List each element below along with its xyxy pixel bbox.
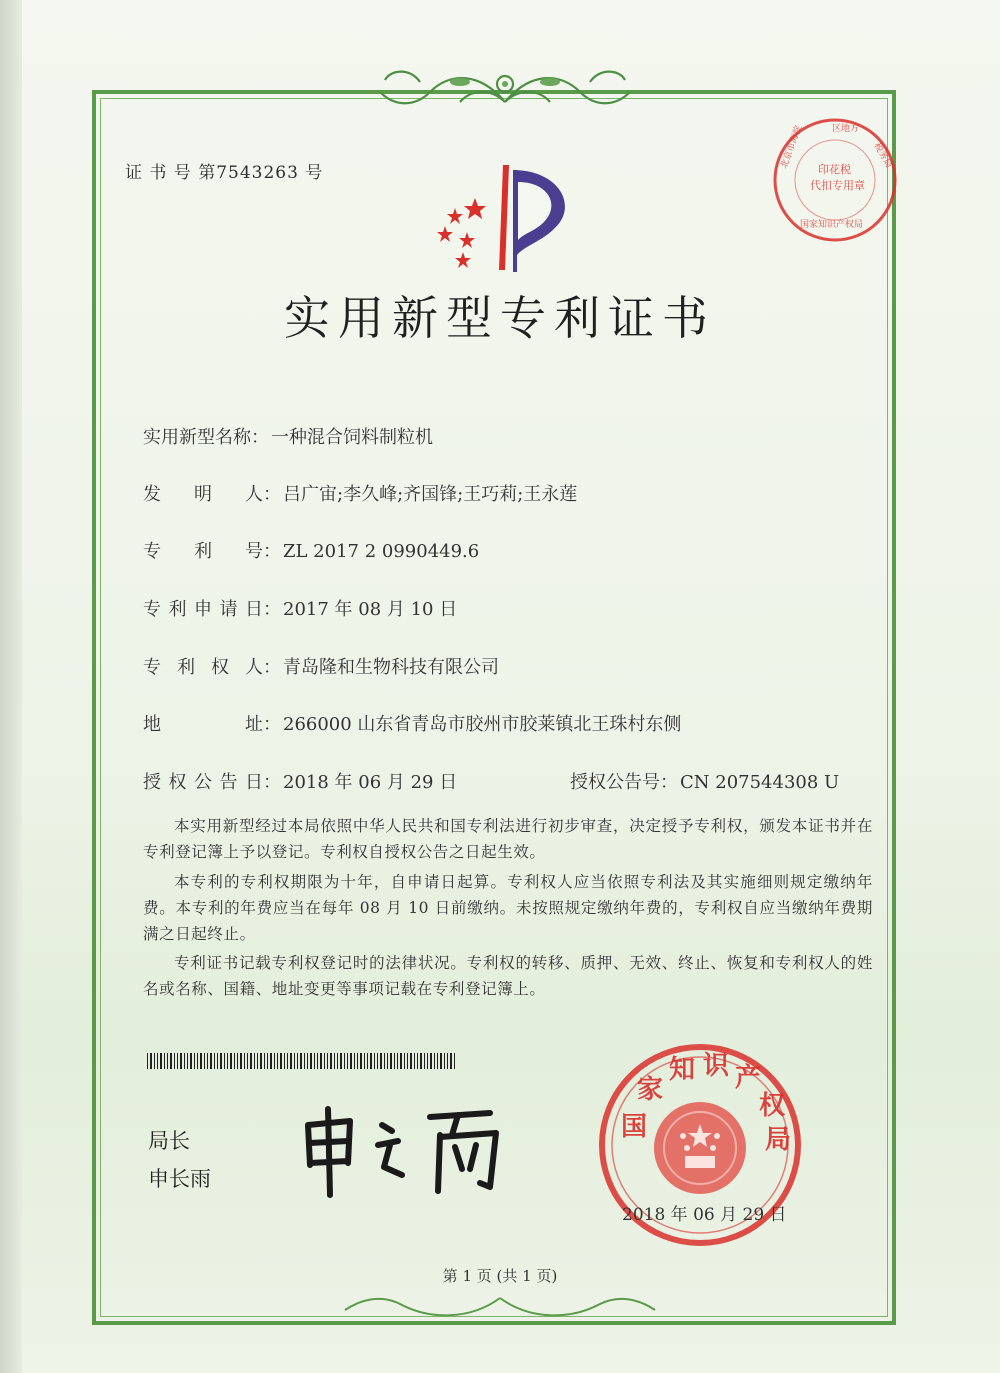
page-title: 实用新型专利证书 xyxy=(284,291,716,345)
field-address xyxy=(143,710,681,736)
field-label: 发 明 人 xyxy=(143,484,263,505)
svg-text:识: 识 xyxy=(703,1051,730,1081)
field-value: 一种混合饲料制粒机 xyxy=(271,427,433,448)
svg-text:国家知识产权局: 国家知识产权局 xyxy=(800,220,864,230)
page-number: 第 1 页 (共 1 页) xyxy=(442,1267,558,1285)
svg-text:区地方: 区地方 xyxy=(832,124,860,134)
svg-text:北京市海淀: 北京市海淀 xyxy=(779,124,805,171)
field-value: CN 207544308 U xyxy=(680,772,840,793)
tax-stamp-icon xyxy=(770,115,900,245)
field-grant-date xyxy=(143,768,457,794)
director-title: 局长 xyxy=(148,1129,190,1153)
svg-text:知: 知 xyxy=(669,1055,696,1085)
ornament-icon xyxy=(360,62,650,122)
field-label: 专 利 权 人 xyxy=(143,657,263,678)
field-label: 专利申请日 xyxy=(143,599,263,620)
patent-emblem-icon xyxy=(425,160,585,280)
svg-text:代扣专用章: 代扣专用章 xyxy=(810,179,865,192)
svg-text:家: 家 xyxy=(637,1075,664,1105)
signature-icon xyxy=(290,1095,520,1205)
svg-text:局: 局 xyxy=(765,1125,792,1155)
field-label: 授权公告号： xyxy=(570,772,678,793)
paragraph-2: 本专利的专利权期限为十年，自申请日起算。专利权人应当依照专利法及其实施细则规定缴纳年费。本专利的年费应当在每年 08 月 10 日前缴纳。未按照规定缴纳年费的，专利权自应当缴纳年费期满之日起终止。 xyxy=(143,873,873,943)
seal-date: 2018 年 06 月 29 日 xyxy=(622,1205,787,1225)
svg-text:国: 国 xyxy=(621,1112,648,1142)
field-inventor xyxy=(143,480,577,506)
field-colon: ： xyxy=(263,772,281,793)
paragraph-1: 本实用新型经过本局依照中华人民共和国专利法进行初步审查，决定授予专利权，颁发本证书并在专利登记簿上予以登记。专利权自授权公告之日起生效。 xyxy=(143,817,873,861)
paper-edge xyxy=(0,0,22,1373)
field-value: ZL 2017 2 0990449.6 xyxy=(283,541,480,562)
field-value: 2018 年 06 月 29 日 xyxy=(283,772,458,793)
ornament-icon xyxy=(330,1290,670,1330)
field-label: 专 利 号 xyxy=(143,541,263,562)
certificate-number: 证 书 号 第7543263 号 xyxy=(125,163,324,183)
field-patentee xyxy=(143,653,499,679)
field-label: 地 址 xyxy=(143,714,263,735)
barcode-icon xyxy=(147,1053,457,1069)
field-label: 授权公告日 xyxy=(143,772,263,793)
field-patent-number xyxy=(143,537,479,563)
field-label: 实用新型名称： xyxy=(143,427,269,448)
field-value: 吕广宙;李久峰;齐国锋;王巧莉;王永莲 xyxy=(283,484,578,505)
field-filing-date xyxy=(143,595,457,621)
svg-text:印花税: 印花税 xyxy=(818,163,851,176)
svg-text:税务局: 税务局 xyxy=(871,141,894,170)
field-value: 266000 山东省青岛市胶州市胶莱镇北王珠村东侧 xyxy=(283,714,682,735)
field-colon: ： xyxy=(263,714,281,735)
field-colon: ： xyxy=(263,484,281,505)
svg-text:权: 权 xyxy=(759,1091,786,1121)
field-colon: ： xyxy=(263,599,281,620)
paragraph-3: 专利证书记载专利权登记时的法律状况。专利权的转移、质押、无效、终止、恢复和专利权人的姓名或名称、国籍、地址变更等事项记载在专利登记簿上。 xyxy=(143,954,873,998)
field-colon: ： xyxy=(263,657,281,678)
field-value: 青岛隆和生物科技有限公司 xyxy=(283,657,499,678)
field-value: 2017 年 08 月 10 日 xyxy=(283,599,458,620)
director-name: 申长雨 xyxy=(148,1167,211,1191)
field-utility-name xyxy=(143,423,433,449)
field-colon: ： xyxy=(263,541,281,562)
field-grant-number xyxy=(570,768,839,794)
svg-text:产: 产 xyxy=(735,1063,762,1093)
